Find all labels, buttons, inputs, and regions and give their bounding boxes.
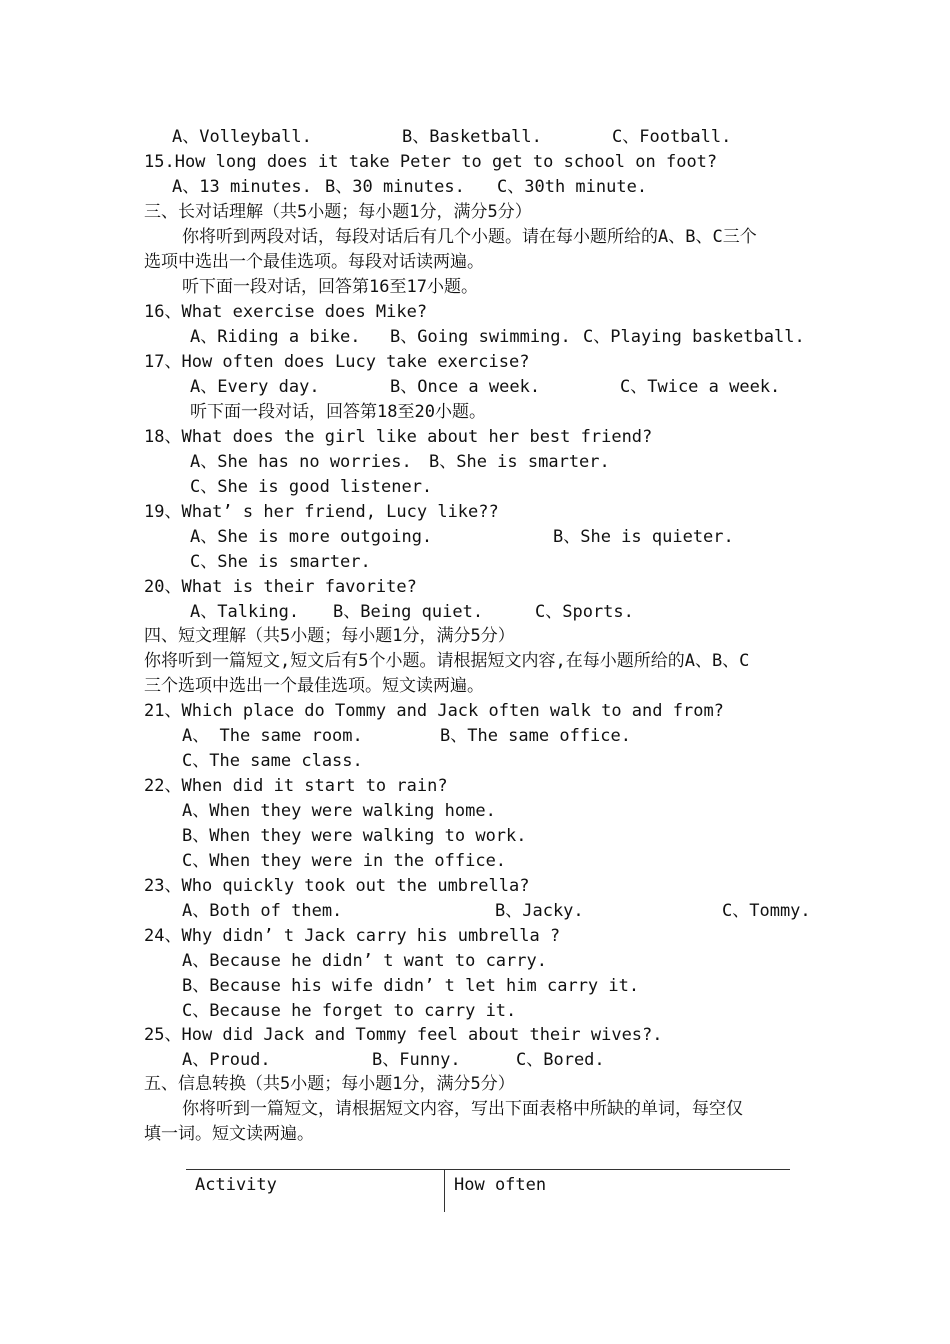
dialogue-2-intro: 听下面一段对话，回答第18至20小题。: [190, 402, 486, 422]
question-17: 17、How often does Lucy take exercise?: [144, 352, 530, 372]
info-table: [186, 1169, 790, 1212]
q25-option-c: C、Bored.: [516, 1050, 605, 1070]
q21-option-c: C、The same class.: [182, 751, 363, 771]
q14-option-c: C、Football.: [612, 127, 732, 147]
q20-option-b: B、Being quiet.: [333, 602, 484, 622]
q17-option-b: B、Once a week.: [390, 377, 541, 397]
question-23: 23、Who quickly took out the umbrella?: [144, 876, 530, 896]
q16-option-c: C、Playing basketball.: [583, 327, 805, 347]
q15-option-b: B、30 minutes.: [325, 177, 465, 197]
question-19: 19、What’ s her friend, Lucy like??: [144, 502, 499, 522]
section-4-instructions-2: 三个选项中选出一个最佳选项。短文读两遍。: [144, 676, 484, 696]
q19-option-a: A、She is more outgoing.: [190, 527, 433, 547]
q18-option-a: A、She has no worries.: [190, 452, 412, 472]
q14-option-b: B、Basketball.: [402, 127, 542, 147]
table-header-how-often-label: How often: [454, 1175, 547, 1195]
q22-option-a: A、When they were walking home.: [182, 801, 496, 821]
q20-option-c: C、Sports.: [535, 602, 634, 622]
q23-option-a: A、Both of them.: [182, 901, 343, 921]
q19-option-b: B、She is quieter.: [553, 527, 734, 547]
table-header-how-often: [445, 1170, 790, 1212]
question-18: 18、What does the girl like about her best friend?: [144, 427, 653, 447]
table-header-activity: [186, 1170, 445, 1212]
q18-option-b: B、She is smarter.: [429, 452, 610, 472]
q25-option-b: B、Funny.: [372, 1050, 461, 1070]
q21-option-b: B、The same office.: [440, 726, 631, 746]
q18-option-c: C、She is good listener.: [190, 477, 433, 497]
question-25: 25、How did Jack and Tommy feel about their wives?.: [144, 1025, 663, 1045]
q16-option-a: A、Riding a bike.: [190, 327, 361, 347]
section-5-instructions-2: 填一词。短文读两遍。: [144, 1124, 314, 1144]
q17-option-a: A、Every day.: [190, 377, 320, 397]
section-5-heading: 五、信息转换（共5小题；每小题1分，满分5分）: [144, 1074, 515, 1094]
question-21: 21、Which place do Tommy and Jack often walk to and from?: [144, 701, 724, 721]
q25-option-a: A、Proud.: [182, 1050, 271, 1070]
q22-option-c: C、When they were in the office.: [182, 851, 507, 871]
q23-option-b: B、Jacky.: [495, 901, 584, 921]
section-4-heading: 四、短文理解（共5小题；每小题1分，满分5分）: [144, 626, 515, 646]
q21-option-a: A、 The same room.: [182, 726, 363, 746]
dialogue-1-intro: 听下面一段对话，回答第16至17小题。: [182, 277, 478, 297]
question-20: 20、What is their favorite?: [144, 577, 417, 597]
question-15: 15.How long does it take Peter to get to school on foot?: [144, 152, 718, 172]
q24-option-c: C、Because he forget to carry it.: [182, 1001, 517, 1021]
q16-option-b: B、Going swimming.: [390, 327, 571, 347]
question-22: 22、When did it start to rain?: [144, 776, 448, 796]
section-3-heading: 三、长对话理解（共5小题；每小题1分，满分5分）: [144, 202, 532, 222]
q20-option-a: A、Talking.: [190, 602, 300, 622]
q22-option-b: B、When they were walking to work.: [182, 826, 527, 846]
q15-option-c: C、30th minute.: [497, 177, 648, 197]
q19-option-c: C、She is smarter.: [190, 552, 371, 572]
section-4-instructions-1: 你将听到一篇短文,短文后有5个小题。请根据短文内容,在每小题所给的A、B、C: [144, 651, 750, 671]
section-5-instructions-1: 你将听到一篇短文，请根据短文内容，写出下面表格中所缺的单词，每空仅: [182, 1099, 743, 1119]
q24-option-a: A、Because he didn’ t want to carry.: [182, 951, 547, 971]
q14-option-a: A、Volleyball.: [172, 127, 312, 147]
question-24: 24、Why didn’ t Jack carry his umbrella ?: [144, 926, 561, 946]
section-3-instructions-2: 选项中选出一个最佳选项。每段对话读两遍。: [144, 252, 484, 272]
q24-option-b: B、Because his wife didn’ t let him carry it.: [182, 976, 640, 996]
question-16: 16、What exercise does Mike?: [144, 302, 428, 322]
q15-option-a: A、13 minutes.: [172, 177, 312, 197]
q23-option-c: C、Tommy.: [722, 901, 811, 921]
table-header-activity-label: Activity: [195, 1175, 277, 1195]
q17-option-c: C、Twice a week.: [620, 377, 781, 397]
section-3-instructions-1: 你将听到两段对话，每段对话后有几个小题。请在每小题所给的A、B、C三个: [182, 227, 757, 247]
